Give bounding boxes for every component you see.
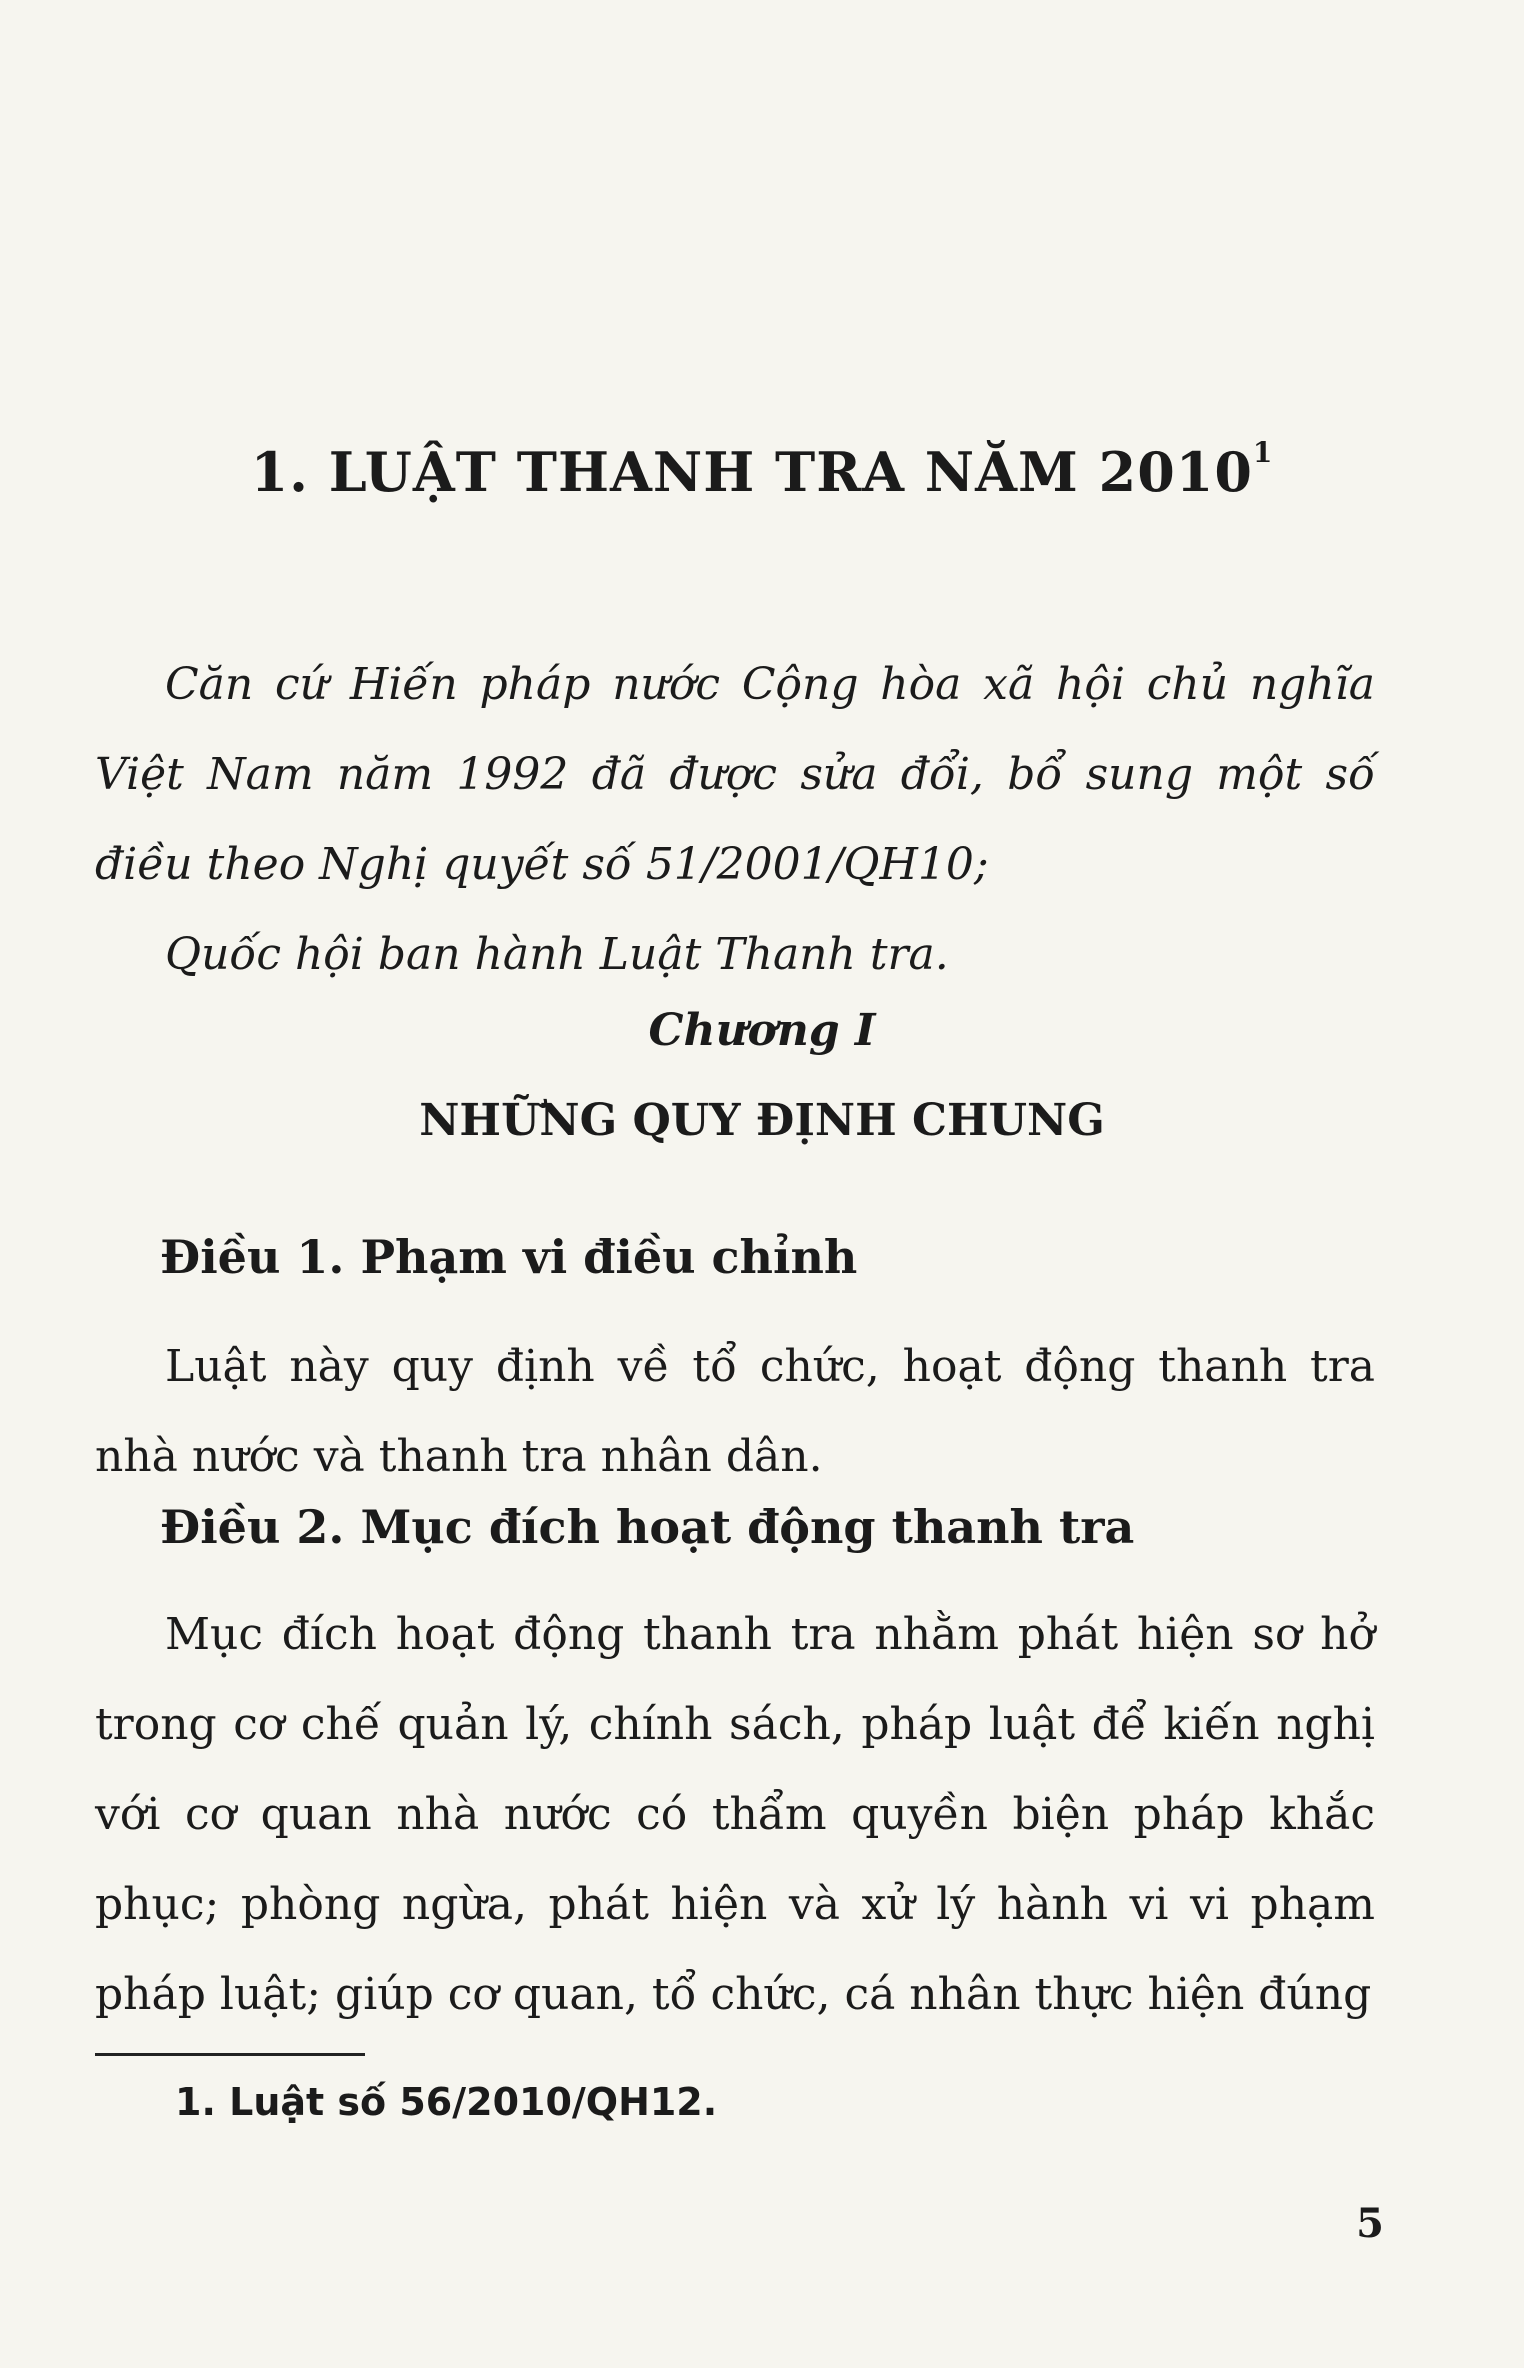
footnote: 1. Luật số 56/2010/QH12. bbox=[175, 2080, 718, 2124]
footnote-divider bbox=[95, 2053, 365, 2056]
preamble-paragraph: Căn cứ Hiến pháp nước Cộng hòa xã hội chủ nghĩa Việt Nam năm 1992 đã được sửa đổi, bổ sung một số điều theo Nghị quyết số 51/2001/QH10; bbox=[95, 659, 1375, 890]
chapter-label: Chương I bbox=[648, 1005, 876, 1056]
footnote-marker[interactable]: 1 bbox=[1252, 436, 1274, 469]
chapter-name: NHỮNG QUY ĐỊNH CHUNG bbox=[419, 1095, 1105, 1146]
article-2-heading: Điều 2. Mục đích hoạt động thanh tra bbox=[160, 1500, 1135, 1554]
preamble bbox=[95, 640, 1375, 1000]
law-title-text: 1. LUẬT THANH TRA NĂM 2010 bbox=[250, 440, 1253, 504]
law-title bbox=[0, 436, 1524, 504]
article-1-heading: Điều 1. Phạm vi điều chỉnh bbox=[160, 1230, 858, 1284]
preamble-paragraph: Quốc hội ban hành Luật Thanh tra. bbox=[165, 929, 949, 980]
article-1-body bbox=[95, 1322, 1375, 1502]
article-2-text: Mục đích hoạt động thanh tra nhằm phát hiện sơ hở trong cơ chế quản lý, chính sách, pháp luật để kiến nghị với cơ quan nhà nước có thẩm quyền biện pháp khắc phục; phòng ngừa, phát hiện và xử lý hành vi vi phạm pháp luật; giúp cơ quan, tổ chức, cá nhân thực hiện đúng bbox=[95, 1609, 1375, 2020]
article-2-body bbox=[95, 1590, 1375, 2040]
article-1-text: Luật này quy định về tổ chức, hoạt động thanh tra nhà nước và thanh tra nhân dân. bbox=[95, 1341, 1375, 1482]
page-number: 5 bbox=[1356, 2200, 1384, 2247]
